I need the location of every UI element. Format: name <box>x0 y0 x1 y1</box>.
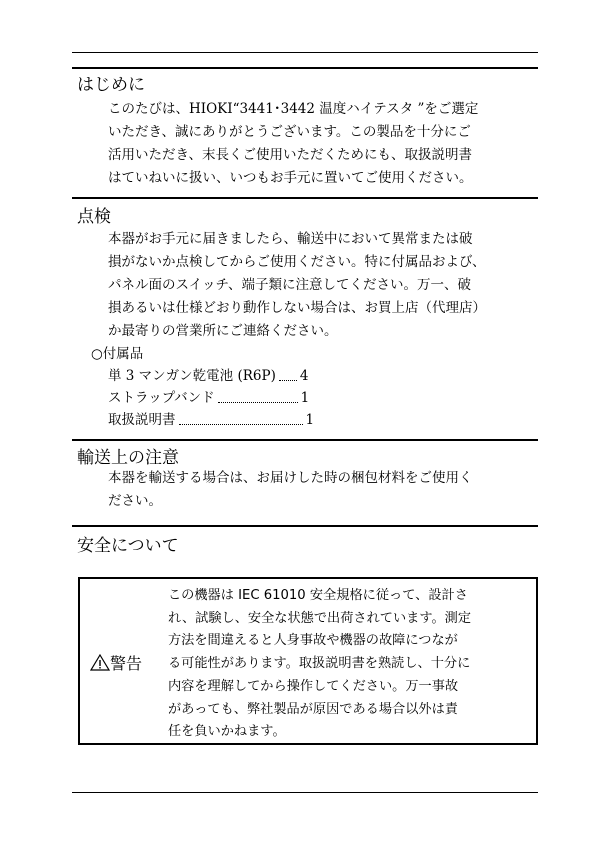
intro-line: はていねいに扱い、いつもお手元に置いてご使用ください。 <box>108 170 473 186</box>
transport-paragraph <box>108 467 473 513</box>
warning-text <box>168 585 471 744</box>
safety-heading: 安全について <box>77 536 179 556</box>
transport-line: ださい。 <box>108 493 162 509</box>
top-rule <box>72 52 538 53</box>
transport-heading: 輸送上の注意 <box>77 448 179 468</box>
leader-dots <box>218 402 298 403</box>
transport-line: 本器を輸送する場合は、お届けした時の梱包材料をご使用く <box>108 470 473 486</box>
warning-label-text: 警告 <box>110 654 143 673</box>
intro-line: いただき、誠にありがとうございます。この製品を十分にご <box>108 124 471 140</box>
inspection-line: 損あるいは仕様どおり動作しない場合は、お買上店（代理店） <box>108 300 486 316</box>
transport-rule <box>72 439 538 441</box>
leader-dots <box>179 424 303 425</box>
accessory-name: ストラップバンド <box>108 390 215 406</box>
accessory-qty: 4 <box>299 368 309 384</box>
warning-line: 方法を間違えると人身事故や機器の故障につなが <box>168 633 458 649</box>
warning-triangle-icon <box>90 654 110 671</box>
accessories-title: ○付属品 <box>91 346 144 362</box>
warning-line: る可能性があります。取扱説明書を熟読し、十分に <box>168 656 471 672</box>
intro-heading: はじめに <box>77 75 145 95</box>
inspection-line: パネル面のスイッチ、端子類に注意してください。万一、破 <box>108 277 472 293</box>
warning-line: があっても、弊社製品が原因である場合以外は責 <box>168 701 458 717</box>
inspection-line: か最寄りの営業所にご連絡ください。 <box>108 323 338 339</box>
accessory-item <box>108 366 308 386</box>
warning-line: 内容を理解してから操作してください。万一事故 <box>168 678 459 694</box>
accessory-name: 取扱説明書 <box>108 412 176 428</box>
safety-rule <box>72 525 538 527</box>
warning-line: れ、試験し、安全な状態で出荷されています。測定 <box>168 610 472 626</box>
intro-rule <box>72 67 538 69</box>
bottom-rule <box>72 792 538 793</box>
accessory-item <box>108 410 314 430</box>
accessory-qty: 1 <box>305 412 315 428</box>
intro-line: このたびは、HIOKI“3441･3442 温度ハイテスタ ”をご選定 <box>108 101 479 117</box>
leader-dots <box>279 380 297 381</box>
warning-label <box>90 651 142 674</box>
inspection-line: 損がないか点検してからご使用ください。特に付属品および、 <box>108 254 486 270</box>
accessory-qty: 1 <box>300 390 310 406</box>
accessory-name: 単 3 マンガン乾電池 (R6P) <box>108 368 276 384</box>
warning-box <box>78 577 538 745</box>
inspection-heading: 点検 <box>77 207 111 227</box>
inspection-paragraph <box>108 228 486 343</box>
inspection-rule <box>72 197 538 199</box>
intro-line: 活用いただき、末長くご使用いただくためにも、取扱説明書 <box>108 147 472 163</box>
intro-paragraph <box>108 98 478 190</box>
warning-line: 任を負いかねます。 <box>168 724 286 740</box>
accessory-item <box>108 388 309 408</box>
inspection-line: 本器がお手元に届きましたら、輸送中において異常または破 <box>108 231 473 247</box>
warning-line: この機器は IEC 61010 安全規格に従って、設計さ <box>168 588 468 603</box>
